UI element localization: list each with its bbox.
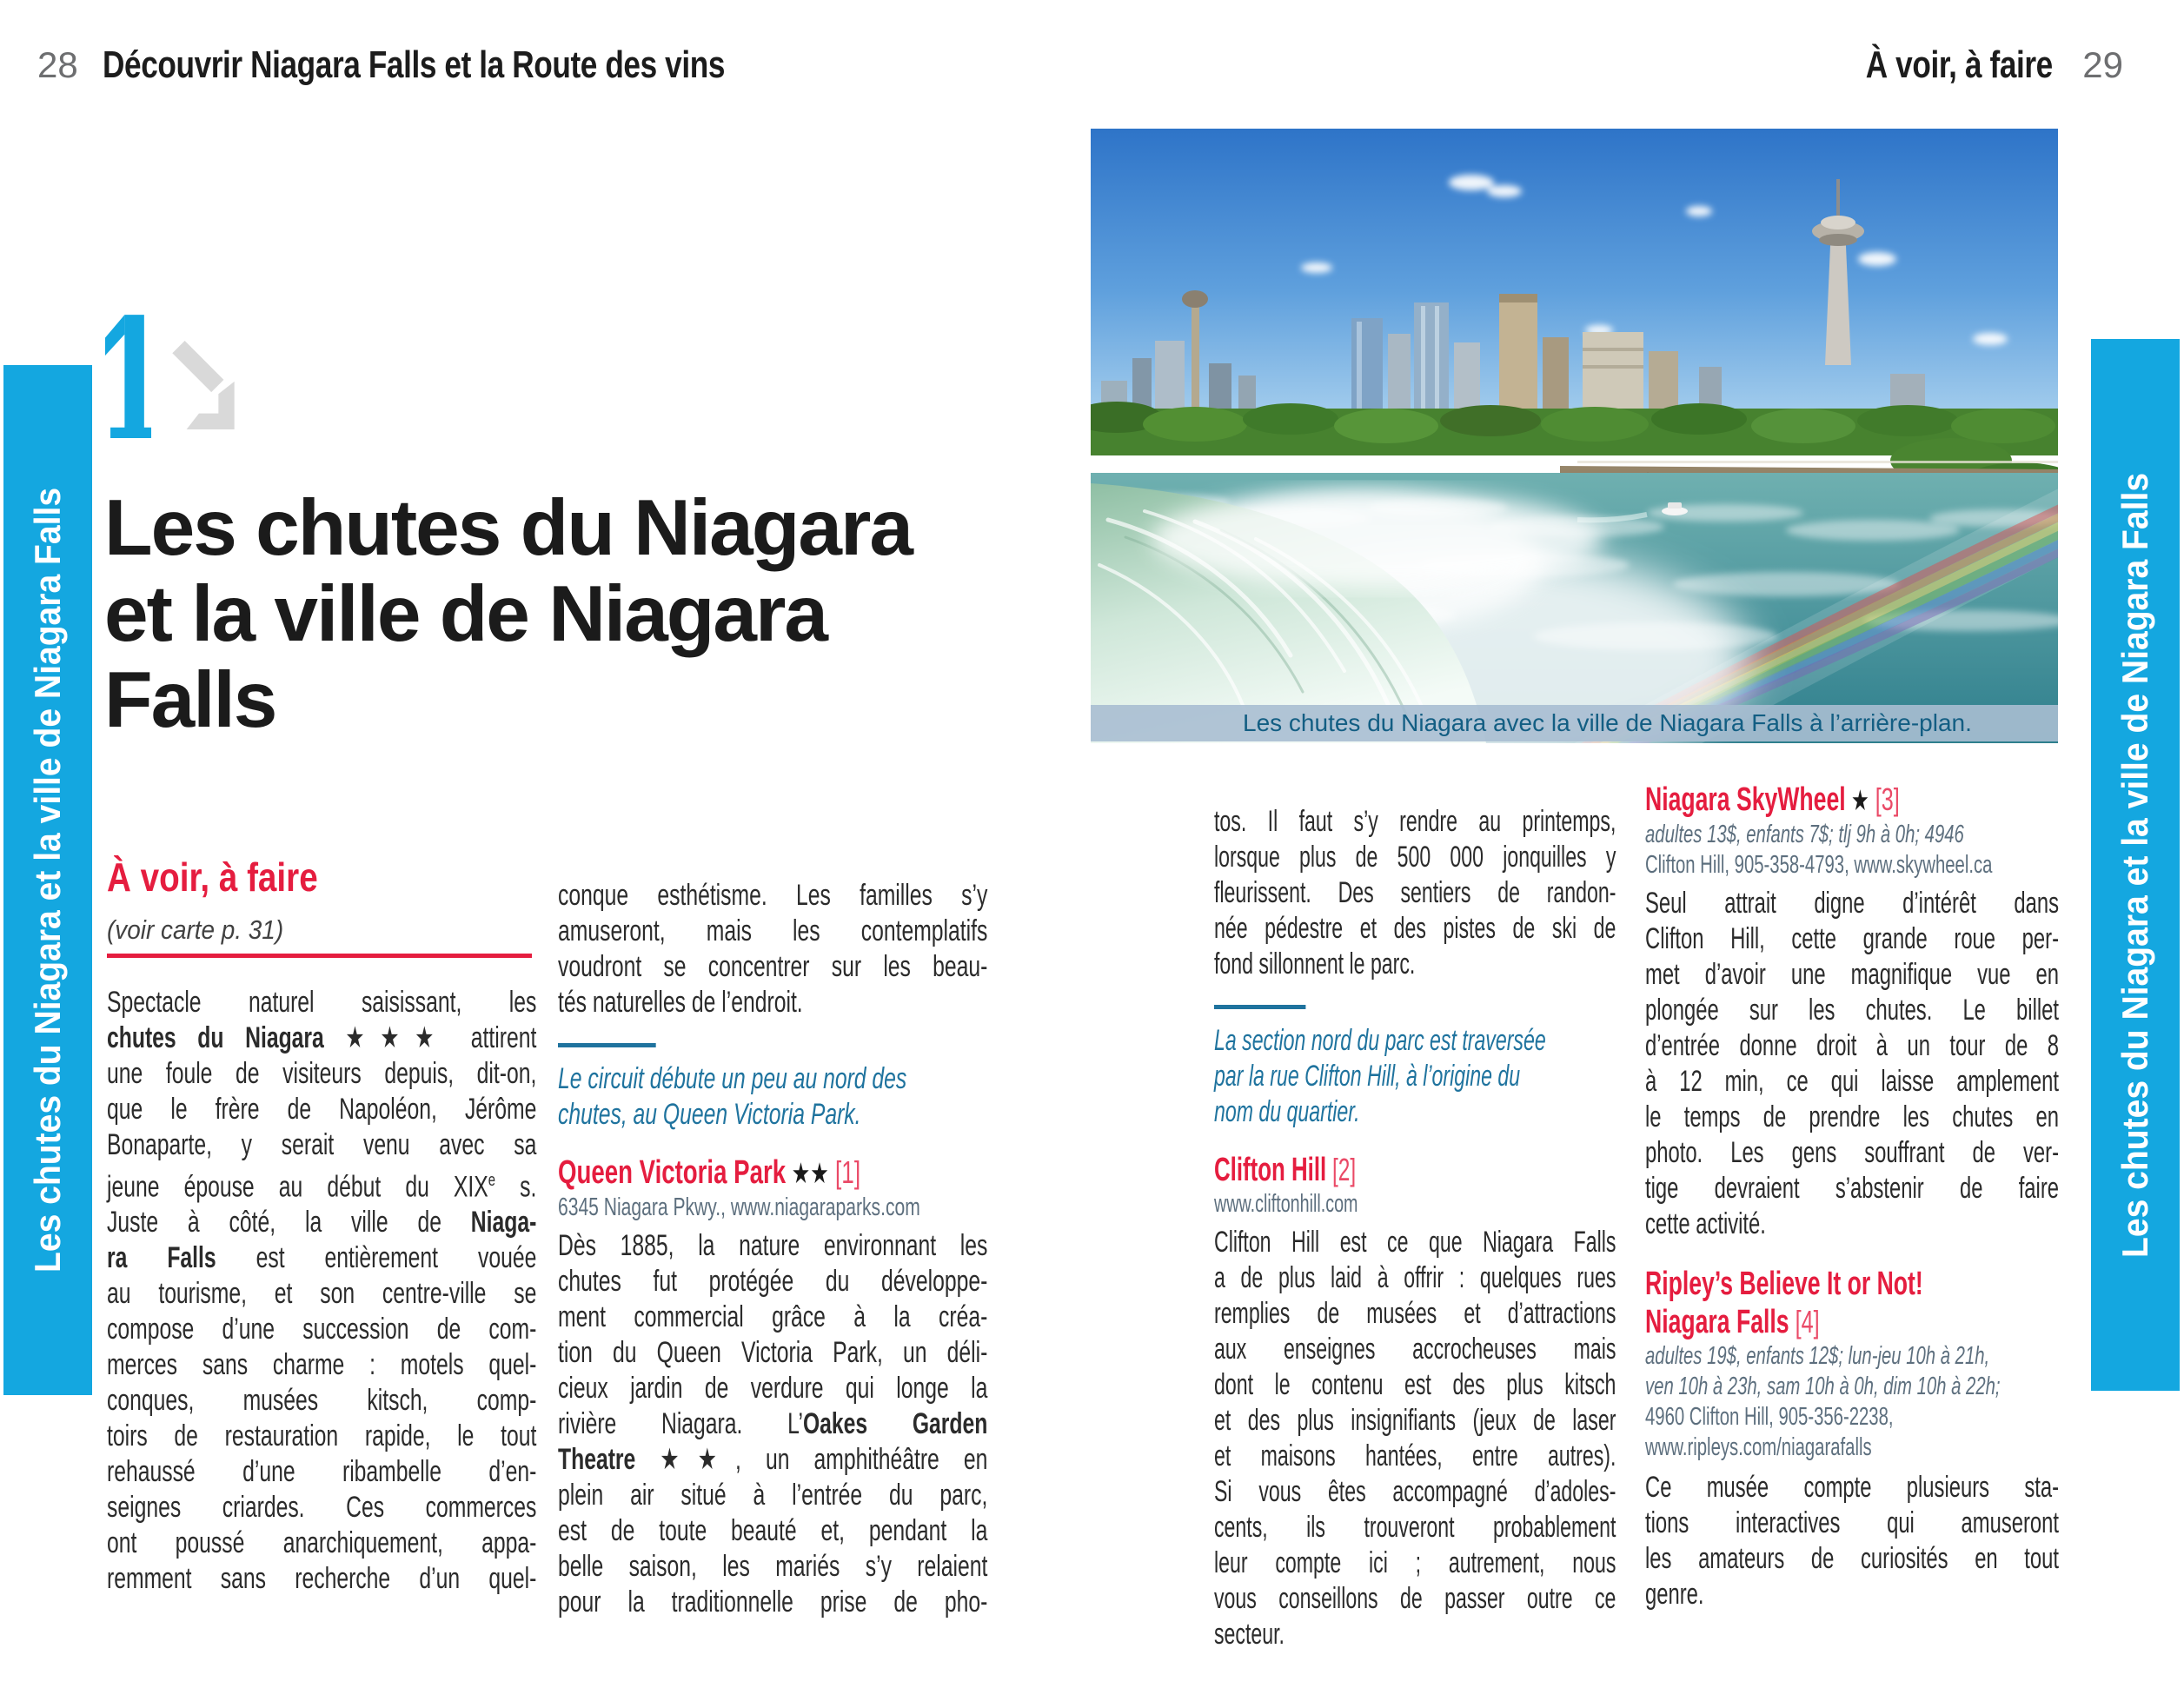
map-reference: (voir carte p. 31) [107, 914, 284, 945]
listing-heading: Niagara SkyWheel ★ [3] [1645, 781, 1900, 818]
spacer [558, 1020, 987, 1033]
listing-info-line: adultes 13$, enfants 7$; tlj 9h à 0h; 4946 [1645, 821, 1964, 848]
itinerary-note-line: Le circuit débute un peu au nord des [558, 1062, 907, 1095]
body-text-line: ra Falls est entièrement vouée [107, 1241, 537, 1275]
column-2 [558, 878, 1149, 1620]
body-text-line: compose d’une succession de com- [107, 1313, 537, 1346]
section-rule [107, 954, 532, 958]
chapter-title-line: Les chutes du Niagara [104, 484, 912, 572]
listing-heading: Ripley’s Believe It or Not! [1645, 1266, 1923, 1302]
chapter-title [104, 485, 912, 743]
body-text-line: met d’avoir une magnifique vue en [1645, 958, 2059, 991]
body-text-line: plein air situé à l’entrée du parc, [558, 1479, 988, 1512]
listing-heading: Niagara Falls [4] [1645, 1304, 1820, 1340]
body-text-line: née pédestre et des pistes de ski de [1214, 912, 1616, 945]
body-text-line: ment commercial grâce à la créa- [558, 1300, 988, 1333]
body-text-line: tion du Queen Victoria Park, un déli- [558, 1336, 988, 1369]
column-3-text [1214, 804, 1616, 1652]
body-text-line: remplies de musées et d’attractions [1214, 1297, 1616, 1330]
spacer [1214, 1130, 1616, 1151]
listing-heading: Queen Victoria Park ★★ [1] [558, 1154, 861, 1191]
left-running-title: Découvrir Niagara Falls et la Route des vins [102, 43, 725, 86]
body-text-line: belle saison, les mariés s’y relaient [558, 1550, 988, 1583]
body-text-line: aux enseignes accrocheuses mais [1214, 1333, 1616, 1366]
body-text-line: Bonaparte, y serait venu avec sa [107, 1128, 537, 1161]
right-running-title: À voir, à faire [1866, 43, 2054, 86]
body-text-line: pour la traditionnelle prise de pho- [558, 1585, 988, 1619]
left-chapter-band-label [3, 365, 92, 1395]
body-text-line: que le frère de Napoléon, Jérôme [107, 1093, 537, 1126]
itinerary-note-line: La section nord du parc est traversée [1214, 1024, 1546, 1057]
body-text-line: cieux jardin de verdure qui longe la [558, 1372, 988, 1405]
photo-illustration [1091, 129, 2058, 743]
listing-info-line: Clifton Hill, 905-358-4793, www.skywheel.ca [1645, 851, 1993, 879]
body-text-line: et maisons hantées, entre autres). [1214, 1439, 1616, 1472]
spacer [1214, 982, 1616, 994]
body-text-line: cents, ils trouveront probablement [1214, 1511, 1616, 1544]
body-text-line: genre. [1645, 1578, 1704, 1611]
listing-info-line: 4960 Clifton Hill, 905-356-2238, [1645, 1403, 1894, 1431]
body-text-line: le temps de prendre les chutes en [1645, 1100, 2059, 1133]
body-text-line: fond sillonnent le parc. [1214, 947, 1416, 980]
chapter-number-1 [104, 309, 155, 438]
body-text-line: chutes fut protégée du développe- [558, 1265, 988, 1298]
column-1-text [107, 985, 536, 1597]
listing-info-line: 6345 Niagara Pkwy., www.niagaraparks.com [558, 1193, 920, 1221]
body-text-line: rivière Niagara. L’Oakes Garden [558, 1407, 988, 1440]
listing-info-line: www.ripleys.com/niagarafalls [1645, 1433, 1872, 1461]
body-text-line: secteur. [1214, 1618, 1285, 1651]
vertical-label-text: Les chutes du Niagara et la ville de Niagara Falls [27, 487, 68, 1273]
right-page-number: 29 [2082, 44, 2123, 85]
body-text-line: Clifton Hill, cette grande roue per- [1645, 922, 2059, 955]
listing-heading: Clifton Hill [2] [1214, 1152, 1357, 1188]
body-text-line: Juste à côté, la ville de Niaga- [107, 1206, 537, 1240]
body-text-line: amuseront, mais les contemplatifs [558, 914, 988, 947]
body-text-line: voudront se concentrer sur les beau- [558, 950, 988, 983]
body-text-line: une foule de visiteurs depuis, dit-on, [107, 1057, 537, 1090]
down-right-arrow-icon [170, 339, 236, 431]
body-text-line: Ce musée compte plusieurs sta- [1645, 1471, 2059, 1504]
body-text-line: Spectacle naturel saisissant, les [107, 986, 537, 1019]
itinerary-note-line: nom du quartier. [1214, 1095, 1360, 1128]
column-2-text [558, 878, 987, 1620]
body-text-line: tos. Il faut s’y rendre au printemps, [1214, 805, 1616, 838]
body-text-line: lorsque plus de 500 000 jonquilles y [1214, 841, 1616, 874]
note-divider-rule [1214, 1005, 1305, 1009]
body-text-line: tés naturelles de l’endroit. [558, 986, 803, 1019]
body-text-line: les amateurs de curiosités en tout [1645, 1542, 2059, 1575]
listing-info-line: adultes 19$, enfants 12$; lun-jeu 10h à 21h, [1645, 1342, 1990, 1370]
body-text-line: Si vous êtes accompagné d’adoles- [1214, 1475, 1616, 1508]
body-text-line: vous conseillons de passer outre ce [1214, 1582, 1616, 1615]
body-text-line: leur compte ici ; autrement, nous [1214, 1546, 1616, 1579]
body-text-line: d’entrée donne droit à un tour de 8 [1645, 1029, 2059, 1062]
body-text-line: au tourisme, et son centre-ville se [107, 1277, 537, 1311]
spacer [1645, 1242, 2059, 1265]
left-running-head [37, 43, 880, 87]
body-text-line: chutes du Niagara ★★★ attirent [107, 1021, 537, 1054]
column-4-text [1645, 781, 2059, 1612]
section-heading: À voir, à faire [107, 854, 318, 900]
itinerary-note-line: chutes, au Queen Victoria Park. [558, 1098, 861, 1131]
niagara-falls-photo [1091, 129, 2058, 743]
body-text-line: Seul attrait digne d’intérêt dans [1645, 887, 2059, 920]
body-text-line: plongée sur les chutes. Le billet [1645, 994, 2059, 1027]
body-text-line: a de plus laid à offrir : quelques rues [1214, 1261, 1616, 1294]
body-text-line: Clifton Hill est ce que Niagara Falls [1214, 1226, 1616, 1259]
body-text-line: dont le contenu est des plus kitsch [1214, 1368, 1616, 1401]
body-text-line: remment sans recherche d’un quel- [107, 1562, 537, 1596]
body-text-line: conques, musées kitsch, comp- [107, 1384, 537, 1418]
body-text-line: conque esthétisme. Les familles s’y [558, 879, 988, 912]
body-text-line: Theatre ★★, un amphithéâtre en [558, 1443, 988, 1476]
chapter-title-line: et la ville de Niagara [104, 570, 827, 658]
body-text-line: tions interactives qui amuseront [1645, 1506, 2059, 1539]
body-text-line: toirs de restauration rapide, le tout [107, 1419, 537, 1453]
itinerary-note-line: par la rue Clifton Hill, à l’origine du [1214, 1060, 1521, 1093]
body-text-line: cette activité. [1645, 1207, 1766, 1240]
body-text-line: et des plus insignifiants (jeux de laser [1214, 1404, 1616, 1437]
body-text-line: jeune épouse au début du XIXe s. [107, 1170, 537, 1204]
body-text-line: tige devraient s’abstenir de faire [1645, 1172, 2059, 1205]
body-text-line: fleurissent. Des sentiers de randon- [1214, 876, 1616, 909]
body-text-line: photo. Les gens souffrant de ver- [1645, 1136, 2059, 1169]
body-text-line: ont poussé anarchiquement, appa- [107, 1526, 537, 1560]
body-text-line: rehaussé d’une ribambelle d’en- [107, 1455, 537, 1489]
listing-info-line: ven 10h à 23h, sam 10h à 0h, dim 10h à 22h; [1645, 1373, 2001, 1400]
spacer [558, 1133, 987, 1153]
body-text-line: à 12 min, ce qui laisse amplement [1645, 1065, 2059, 1098]
listing-info-line: www.cliftonhill.com [1214, 1190, 1358, 1218]
body-text-line: Dès 1885, la nature environnant les [558, 1229, 988, 1262]
vertical-label-text: Les chutes du Niagara et la ville de Niagara Falls [2114, 472, 2155, 1258]
body-text-line: seignes criardes. Ces commerces [107, 1491, 537, 1525]
chapter-title-line: Falls [104, 656, 276, 744]
left-page-number: 28 [37, 44, 78, 85]
column-4 [1645, 781, 2184, 1612]
body-text-line: merces sans charme : motels quel- [107, 1348, 537, 1382]
photo-caption: Les chutes du Niagara avec la ville de Niagara Falls à l’arrière-plan. [1091, 705, 2058, 741]
body-text-line: est de toute beauté et, pendant la [558, 1514, 988, 1547]
right-running-head [1819, 43, 2123, 87]
spacer [1645, 1463, 2059, 1470]
note-divider-rule [558, 1043, 656, 1047]
